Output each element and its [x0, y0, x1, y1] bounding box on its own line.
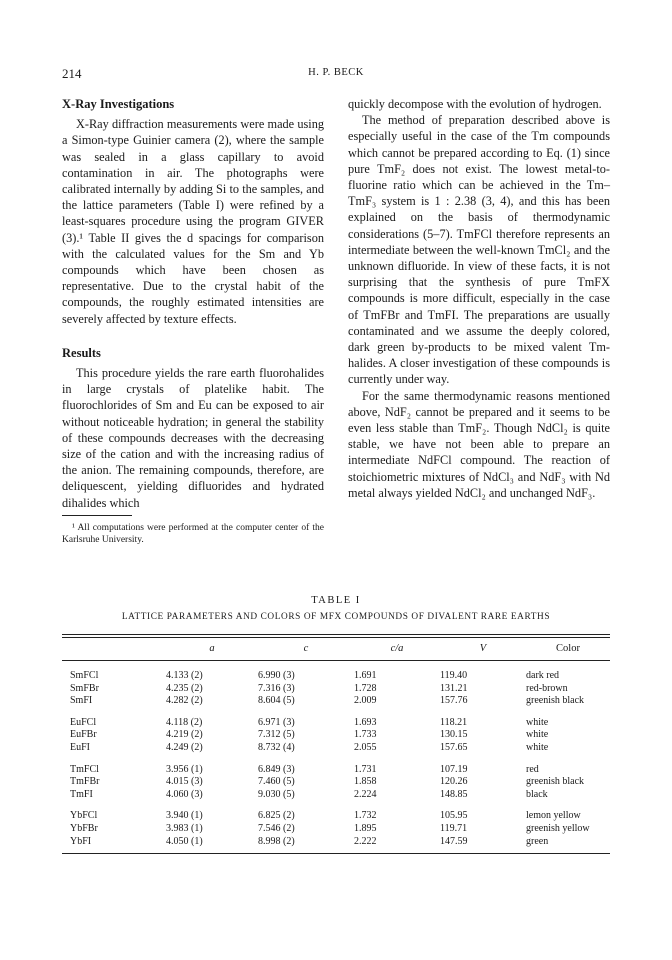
table-cell: 2.009	[354, 695, 377, 707]
column-header-volume: V	[479, 643, 487, 654]
table-cell: 3.956 (1)	[166, 763, 203, 775]
table-cell: red-brown	[526, 682, 568, 694]
table-row	[62, 683, 610, 696]
page-number: 214	[62, 66, 82, 81]
table-cell: 3.940 (1)	[166, 810, 203, 822]
table-caption: LATTICE PARAMETERS AND COLORS OF MFX COMPOUNDS OF DIVALENT RARE EARTHS	[121, 612, 551, 622]
table-cell: 131.21	[440, 682, 468, 694]
paragraph-results: This procedure yields the rare earth fluorohalides in large crystals of platelike habit. The fluorochlorides of Sm and Eu can be exposed to air without noticeable hydration; in general the stability of these compounds decreases with the decreasing size of the cation and with the increasing radius of the anion. The remaining compounds, therefore, are deliquescent, yielding difluorides and hydrated dihalides which	[62, 366, 324, 510]
table-row	[62, 823, 610, 836]
column-header-compound	[62, 638, 166, 660]
table-cell: 1.731	[354, 763, 377, 775]
page-header	[62, 66, 610, 84]
paragraph-hydrogen: quickly decompose with the evolution of hydrogen.	[348, 97, 602, 111]
table-cell: red	[526, 763, 539, 775]
table-cell: 2.055	[354, 741, 377, 753]
table-cell: 130.15	[440, 729, 468, 741]
table-cell: 4.060 (3)	[166, 788, 203, 800]
table-cell: 1.728	[354, 682, 377, 694]
table-header-row	[62, 638, 610, 660]
table-cell: 4.118 (2)	[166, 716, 203, 728]
table-cell: 4.235 (2)	[166, 682, 203, 694]
column-header-a: a	[209, 643, 215, 654]
table-cell: 147.59	[440, 835, 468, 847]
table-cell: 4.282 (2)	[166, 695, 203, 707]
table-cell: green	[526, 835, 549, 847]
table-cell: 1.732	[354, 810, 377, 822]
table-row	[62, 764, 610, 777]
running-head: H. P. BECK	[308, 67, 364, 78]
table-cell: 107.19	[440, 763, 468, 775]
left-column	[62, 96, 324, 547]
column-header-c-over-a: c/a	[390, 643, 404, 654]
table-bottom-rule	[62, 853, 610, 854]
table-cell: 1.895	[354, 822, 377, 834]
table-cell: 9.030 (5)	[258, 788, 295, 800]
table-cell: TmFCl	[70, 763, 99, 775]
table-cell: 1.858	[354, 776, 377, 788]
table-row	[62, 695, 610, 708]
paragraph-xray: X-Ray diffraction measurements were made using a Simon-type Guinier camera (2), where the sample was sealed in a glass capillary to avoid contamination in air. The photographs were calibrated internally by adding Si to the samples, and the lattice parameters (Table I) were refined by a least-squares procedure using the program GIVER (3).¹ Table II gives the d spacings for comparison with the calculated values for the Sm and Yb compounds which have been chosen as representative. Due to the crystal habit of the compounds, the roughly estimated intensities are severely affected by texture effects.	[62, 117, 324, 326]
table-cell: 120.26	[440, 776, 468, 788]
table-cell: greenish black	[526, 776, 585, 788]
table-cell: YbFCl	[70, 810, 98, 822]
table-cell: white	[526, 716, 549, 728]
footnote: ¹ All computations were performed at the computer center of the Karlsruhe University.	[62, 522, 324, 546]
paragraph-tm-compounds: The method of preparation described above is especially useful in the case of the Tm compounds which cannot be prepared according to Eq. (1) since pure TmF₂ does not exist. The lowest metal-to-fluorine ratio which can be achieved in the Tm–TmF₃ system is 1 : 2.38 (3, 4), and this has been explained on the basis of thermodynamic considerations (5–7). TmFCl therefore represents an intermediate between the well-known TmCl₂ and the unknown difluoride. In view of these facts, it is not surprising that the synthesis of pure TmFX compounds is more difficult, especially in the case of TmFBr and TmFI. The preparations are usually contaminated and we assume the deeply colored, dark green by-products to be mixed valent Tm-halides. A closer investigation of these compounds is currently under way.	[348, 113, 610, 387]
table-cell: 105.95	[440, 810, 468, 822]
table-cell: 157.65	[440, 741, 468, 753]
table-cell: 157.76	[440, 695, 468, 707]
right-column	[348, 96, 610, 501]
table-row	[62, 670, 610, 683]
table-cell: 7.460 (5)	[258, 776, 295, 788]
table-cell: 1.693	[354, 716, 377, 728]
table-cell: EuFI	[70, 741, 90, 753]
table-cell: 6.849 (3)	[258, 763, 295, 775]
table-cell: 4.219 (2)	[166, 729, 203, 741]
paragraph-nd-compounds: For the same thermodynamic reasons mentioned above, NdF₂ cannot be prepared and it seems to be even less stable than TmF₂. Though NdCl₂ is quite stable, we have not been able to prepare an intermediate NdFCl compound. The reaction of stoichiometric mixtures of NdCl₃ and NdF₃ with Nd metal always yielded NdCl₂ and unchanged NdF₃.	[348, 388, 610, 500]
table-cell: 7.316 (3)	[258, 682, 295, 694]
group-spacer	[62, 755, 610, 764]
table-cell: 1.691	[354, 670, 377, 681]
column-header-c: c	[303, 643, 309, 654]
footnote-rule	[62, 515, 132, 516]
table-body	[62, 661, 610, 848]
data-table	[62, 638, 610, 848]
table-cell: 6.825 (2)	[258, 810, 295, 822]
table-cell: 4.015 (3)	[166, 776, 203, 788]
table-number: TABLE I	[311, 595, 361, 606]
table-cell: TmFBr	[70, 776, 100, 788]
table-cell: 2.224	[354, 788, 377, 800]
table-cell: white	[526, 729, 549, 741]
table-cell: black	[526, 788, 548, 800]
table-cell: YbFBr	[70, 822, 98, 834]
table-cell: YbFI	[70, 835, 92, 847]
table-row	[62, 742, 610, 755]
table-cell: 4.050 (1)	[166, 835, 203, 847]
table-cell: 4.249 (2)	[166, 741, 203, 753]
table-row	[62, 836, 610, 849]
table-cell: 8.998 (2)	[258, 835, 295, 847]
table-cell: EuFCl	[70, 716, 97, 728]
table-cell: SmFI	[70, 695, 93, 707]
table-cell: 119.40	[440, 670, 468, 681]
group-spacer	[62, 661, 610, 670]
table-cell: greenish yellow	[526, 822, 590, 834]
section-heading-xray: X-Ray Investigations	[62, 97, 175, 111]
group-spacer	[62, 708, 610, 717]
table-cell: EuFBr	[70, 729, 97, 741]
group-spacer	[62, 801, 610, 810]
column-header-color: Color	[556, 643, 580, 654]
table-cell: 118.21	[440, 716, 468, 728]
section-heading-results: Results	[62, 345, 101, 360]
table-row	[62, 729, 610, 742]
table-cell: white	[526, 741, 549, 753]
table-cell: lemon yellow	[526, 810, 581, 822]
table-cell: 8.732 (4)	[258, 741, 295, 753]
table-cell: greenish black	[526, 695, 585, 707]
table-cell: 7.546 (2)	[258, 822, 295, 834]
table-cell: 6.971 (3)	[258, 716, 295, 728]
table-row	[62, 717, 610, 730]
table-row	[62, 810, 610, 823]
table-row	[62, 776, 610, 789]
table-cell: SmFBr	[70, 682, 99, 694]
table-cell: 119.71	[440, 822, 468, 834]
table-cell: 2.222	[354, 835, 377, 847]
table-cell: 8.604 (5)	[258, 695, 295, 707]
table-cell: SmFCl	[70, 670, 99, 681]
table-cell: 1.733	[354, 729, 377, 741]
table-cell: 6.990 (3)	[258, 670, 295, 681]
table-cell: 7.312 (5)	[258, 729, 295, 741]
table-row	[62, 789, 610, 802]
table-cell: 3.983 (1)	[166, 822, 203, 834]
table-cell: TmFI	[70, 788, 93, 800]
table-lattice-parameters	[62, 595, 610, 854]
table-cell: dark red	[526, 670, 560, 681]
table-cell: 148.85	[440, 788, 468, 800]
table-cell: 4.133 (2)	[166, 670, 203, 681]
